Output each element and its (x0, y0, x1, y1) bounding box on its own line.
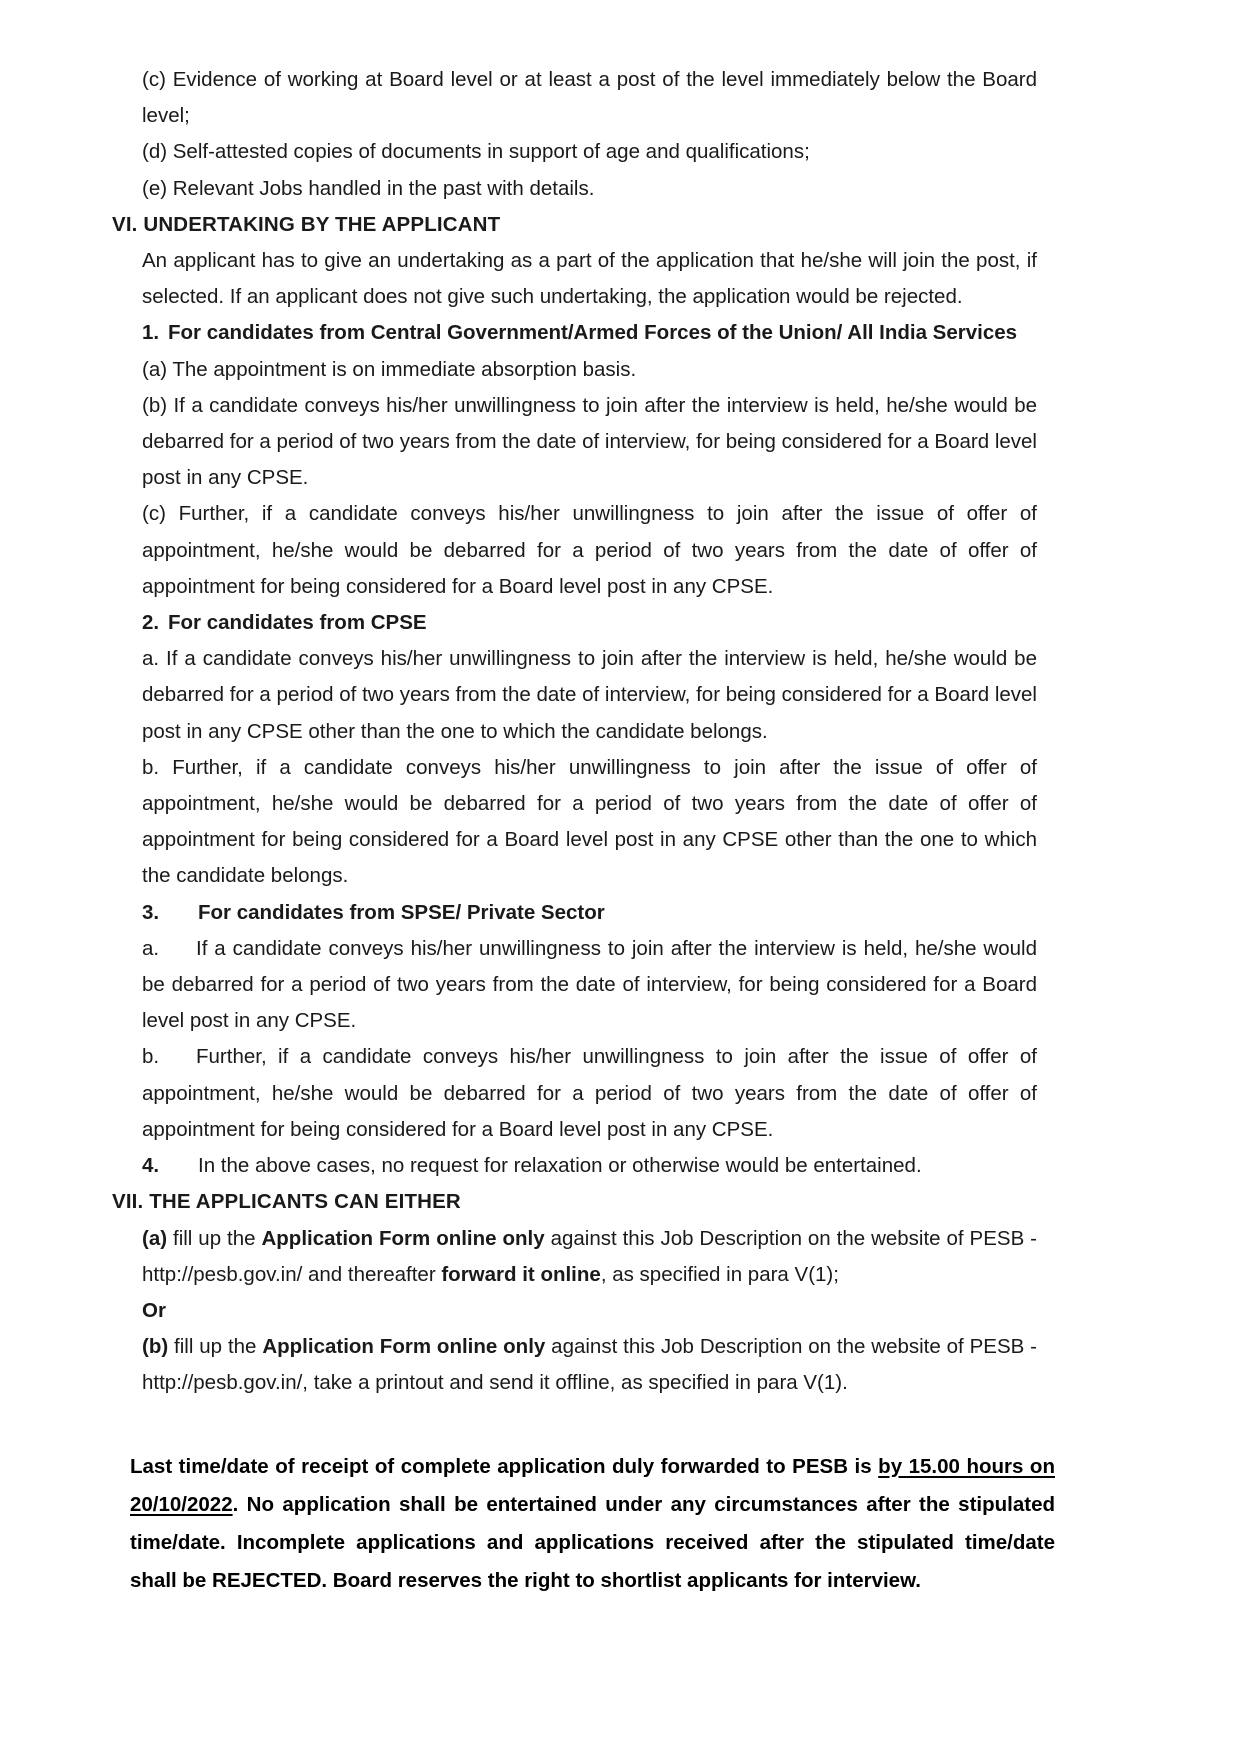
subheading-1-title: For candidates from Central Government/Armed Forces of the Union/ All India Services (168, 321, 1018, 345)
notice-deadline-underlined: by 15.00 hours on 20/10/2022 (130, 1454, 1055, 1516)
notice-part-2: . No application shall be entertained under any circumstances after the stipulated time/date. Incomplete applications and applications received after the stipulated time/date (130, 1492, 1055, 1554)
item-3b-label: b. (142, 1045, 160, 1069)
option-a (112, 1221, 1037, 1293)
option-a-text-1: fill up the (167, 1226, 262, 1250)
notice-part-3: shall be REJECTED. Board reserves the right to shortlist applicants for interview. (130, 1568, 921, 1592)
section-heading-vi: VI. UNDERTAKING BY THE APPLICANT (112, 212, 501, 236)
item-1c: (c) Further, if a candidate conveys his/her unwillingness to join after the issue of offer of appointment, he/she would be debarred for a period of two years from the date of offer of appointment for being considered for a Board level post in any CPSE. (142, 502, 1037, 598)
notice-part-1: Last time/date of receipt of complete application duly forwarded to PESB is (130, 1454, 879, 1478)
item-2a: a. If a candidate conveys his/her unwillingness to join after the interview is held, he/she would be debarred for a period of two years from the date of interview, for being considered for a Board level post in any CPSE other than the one to which the candidate belongs. (142, 647, 1037, 743)
option-a-url[interactable]: http://pesb.gov.in/ (142, 1262, 303, 1286)
option-a-text-3: and thereafter (302, 1262, 442, 1286)
subheading-3-number: 3. (142, 900, 160, 924)
list-item-e: (e) Relevant Jobs handled in the past with details. (142, 176, 595, 200)
subheading-2-number: 2. (142, 611, 160, 635)
subheading-3-title: For candidates from SPSE/ Private Sector (198, 900, 605, 924)
item-3b (112, 1039, 1037, 1148)
item-3a (112, 931, 1037, 1040)
item-3a-text: If a candidate conveys his/her unwillingness to join after the interview is held, he/she would be debarred for a period of two years from the date of interview, for being considered for a Board level post in any CPSE. (142, 936, 1037, 1033)
section-vi-intro: An applicant has to give an undertaking as a part of the application that he/she will join the post, if selected. If an applicant does not give such undertaking, the application would be rejected. (142, 249, 1037, 309)
item-3b-text: Further, if a candidate conveys his/her unwillingness to join after the issue of offer of appointment, he/she would be debarred for a period of two years from the date of offer of appointment for being considered for a Board level post in any CPSE. (142, 1045, 1037, 1141)
subheading-3 (112, 895, 1037, 931)
option-b-text-1: fill up the (168, 1335, 263, 1359)
document-body (112, 62, 1055, 1600)
item-2b: b. Further, if a candidate conveys his/her unwillingness to join after the issue of offer of appointment, he/she would be debarred for a period of two years from the date of offer of appointment for being considered for a Board level post in any CPSE other than the one to which the candidate belongs. (142, 755, 1037, 888)
item-3a-label: a. (142, 936, 160, 960)
option-b-text-3: take a printout and send it offline, as specified in para V(1). (308, 1371, 848, 1395)
option-a-text-4: , as specified in para V(1); (600, 1262, 839, 1286)
item-1a: (a) The appointment is on immediate absorption basis. (142, 357, 637, 381)
option-b-text-2: against this Job Description on the website of PESB - (545, 1335, 1037, 1359)
or-separator: Or (142, 1298, 166, 1322)
list-item-c: (c) Evidence of working at Board level or at least a post of the level immediately below the Board level; (142, 68, 1037, 128)
item-4-number: 4. (142, 1154, 160, 1178)
subheading-2 (112, 605, 1037, 641)
option-b-bold-1: Application Form online only (262, 1335, 546, 1359)
section-heading-vii: VII. THE APPLICANTS CAN EITHER (112, 1190, 461, 1214)
item-4-text: In the above cases, no request for relaxation or otherwise would be entertained. (198, 1154, 922, 1178)
option-a-label: (a) (142, 1226, 168, 1250)
item-1b: (b) If a candidate conveys his/her unwillingness to join after the interview is held, he/she would be debarred for a period of two years from the date of interview, for being considered for a Board level post in any CPSE. (142, 393, 1037, 490)
deadline-notice (112, 1448, 1055, 1600)
option-b-label: (b) (142, 1335, 169, 1359)
subheading-2-title: For candidates from CPSE (168, 611, 427, 635)
option-b (112, 1329, 1037, 1401)
item-4 (112, 1148, 1037, 1184)
subheading-1 (112, 315, 1037, 351)
option-a-bold-2: forward it online (441, 1262, 601, 1286)
subheading-1-number: 1. (142, 321, 160, 345)
list-item-d: (d) Self-attested copies of documents in support of age and qualifications; (142, 140, 810, 164)
option-b-url[interactable]: http://pesb.gov.in/, (142, 1371, 309, 1395)
option-a-bold-1: Application Form online only (261, 1226, 545, 1250)
option-a-text-2: against this Job Description on the website of PESB - (544, 1226, 1037, 1250)
